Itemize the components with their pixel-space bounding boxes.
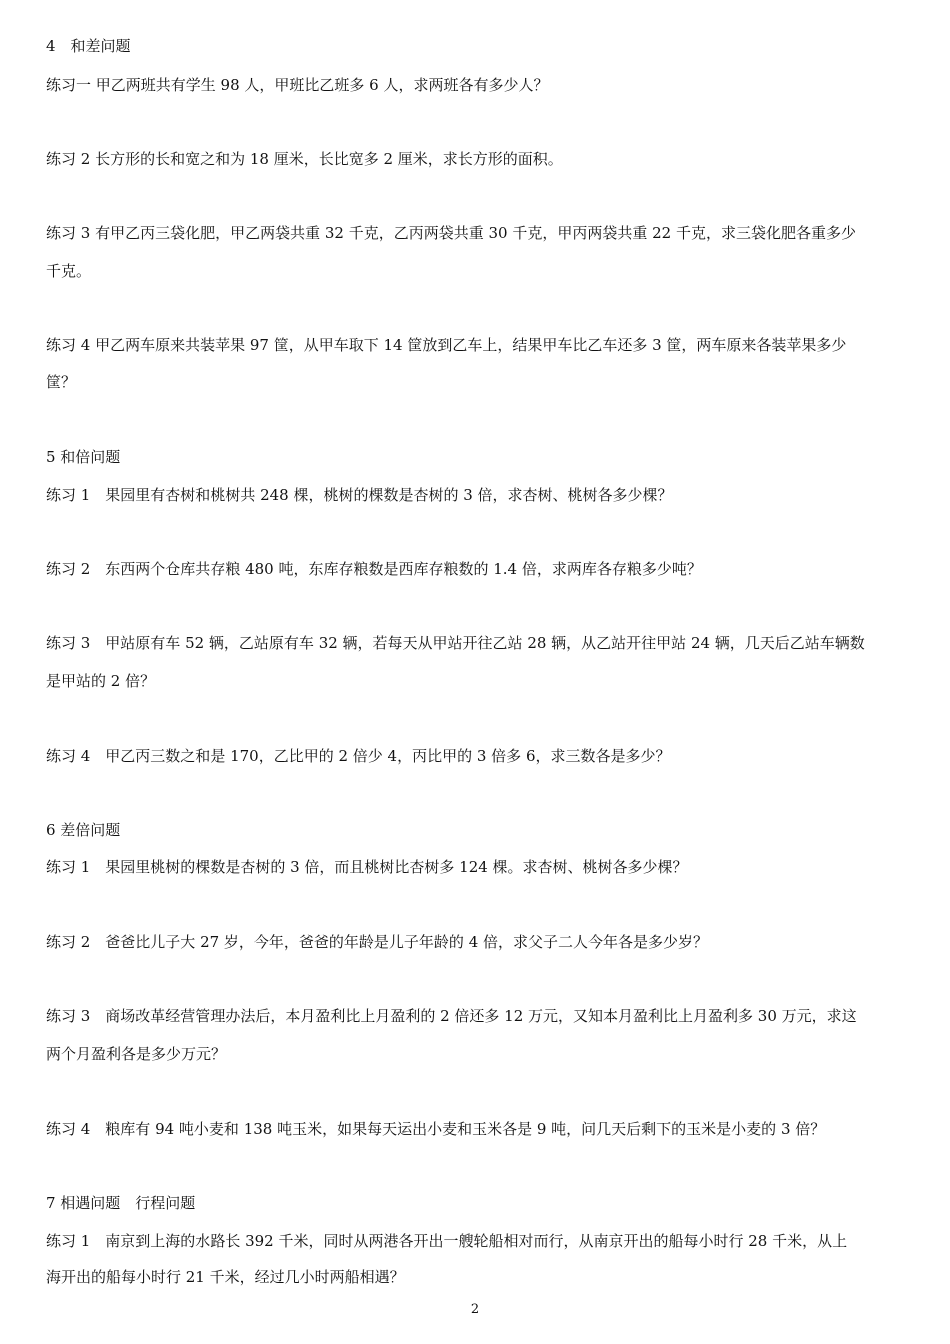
- exercise-6-2-line-1: 练习 2 爸爸比儿子大 27 岁，今年，爸爸的年龄是儿子年龄的 4 倍，求父子二人今年各是多少岁？: [46, 933, 709, 951]
- exercise-6-4-line-1: 练习 4 粮库有 94 吨小麦和 138 吨玉米，如果每天运出小麦和玉米各是 9 吨，问几天后剩下的玉米是小麦的 3 倍？: [46, 1120, 826, 1138]
- exercise-4-4-line-1: 练习 4 甲乙两车原来共装苹果 97 筐，从甲车取下 14 筐放到乙车上，结果甲车比乙车还多 3 筐，两车原来各装苹果多少: [46, 336, 847, 354]
- section-heading-5: 5 和倍问题: [46, 448, 121, 466]
- exercise-6-3-line-2: 两个月盈利各是多少万元？: [46, 1045, 227, 1063]
- exercise-6-1-line-1: 练习 1 果园里桃树的棵数是杏树的 3 倍，而且桃树比杏树多 124 棵。求杏树、桃树各多少棵？: [46, 858, 688, 876]
- exercise-5-2-line-1: 练习 2 东西两个仓库共存粮 480 吨，东库存粮数是西库存粮数的 1.4 倍，求两库各存粮多少吨？: [46, 560, 702, 578]
- exercise-6-3-line-1: 练习 3 商场改革经营管理办法后，本月盈利比上月盈利的 2 倍还多 12 万元，又知本月盈利比上月盈利多 30 万元，求这: [46, 1007, 857, 1025]
- exercise-5-4-line-1: 练习 4 甲乙丙三数之和是 170，乙比甲的 2 倍少 4，丙比甲的 3 倍多 6，求三数各是多少？: [46, 747, 671, 765]
- exercise-4-3-line-2: 千克。: [46, 262, 92, 280]
- exercise-5-3-line-1: 练习 3 甲站原有车 52 辆，乙站原有车 32 辆，若每天从甲站开往乙站 28 辆，从乙站开往甲站 24 辆，几天后乙站车辆数: [46, 634, 865, 652]
- exercise-7-1-line-1: 练习 1 南京到上海的水路长 392 千米，同时从两港各开出一艘轮船相对而行，从南京开出的船每小时行 28 千米，从上: [46, 1232, 848, 1250]
- exercise-5-1-line-1: 练习 1 果园里有杏树和桃树共 248 棵，桃树的棵数是杏树的 3 倍，求杏树、桃树各多少棵？: [46, 486, 673, 504]
- exercise-4-1-line-1: 练习一 甲乙两班共有学生 98 人，甲班比乙班多 6 人，求两班各有多少人？: [46, 76, 549, 94]
- exercise-5-3-line-2: 是甲站的 2 倍？: [46, 672, 156, 690]
- section-heading-4: 4 和差问题: [46, 37, 131, 55]
- page-number: 2: [470, 1302, 480, 1317]
- exercise-4-2-line-1: 练习 2 长方形的长和宽之和为 18 厘米，长比宽多 2 厘米，求长方形的面积。: [46, 150, 563, 168]
- exercise-4-4-line-2: 筐？: [46, 373, 77, 391]
- exercise-4-3-line-1: 练习 3 有甲乙丙三袋化肥，甲乙两袋共重 32 千克，乙丙两袋共重 30 千克，甲丙两袋共重 22 千克，求三袋化肥各重多少: [46, 224, 856, 242]
- exercise-7-1-line-2: 海开出的船每小时行 21 千米，经过几小时两船相遇？: [46, 1268, 405, 1286]
- section-heading-6: 6 差倍问题: [46, 821, 121, 839]
- section-heading-7: 7 相遇问题 行程问题: [46, 1194, 196, 1212]
